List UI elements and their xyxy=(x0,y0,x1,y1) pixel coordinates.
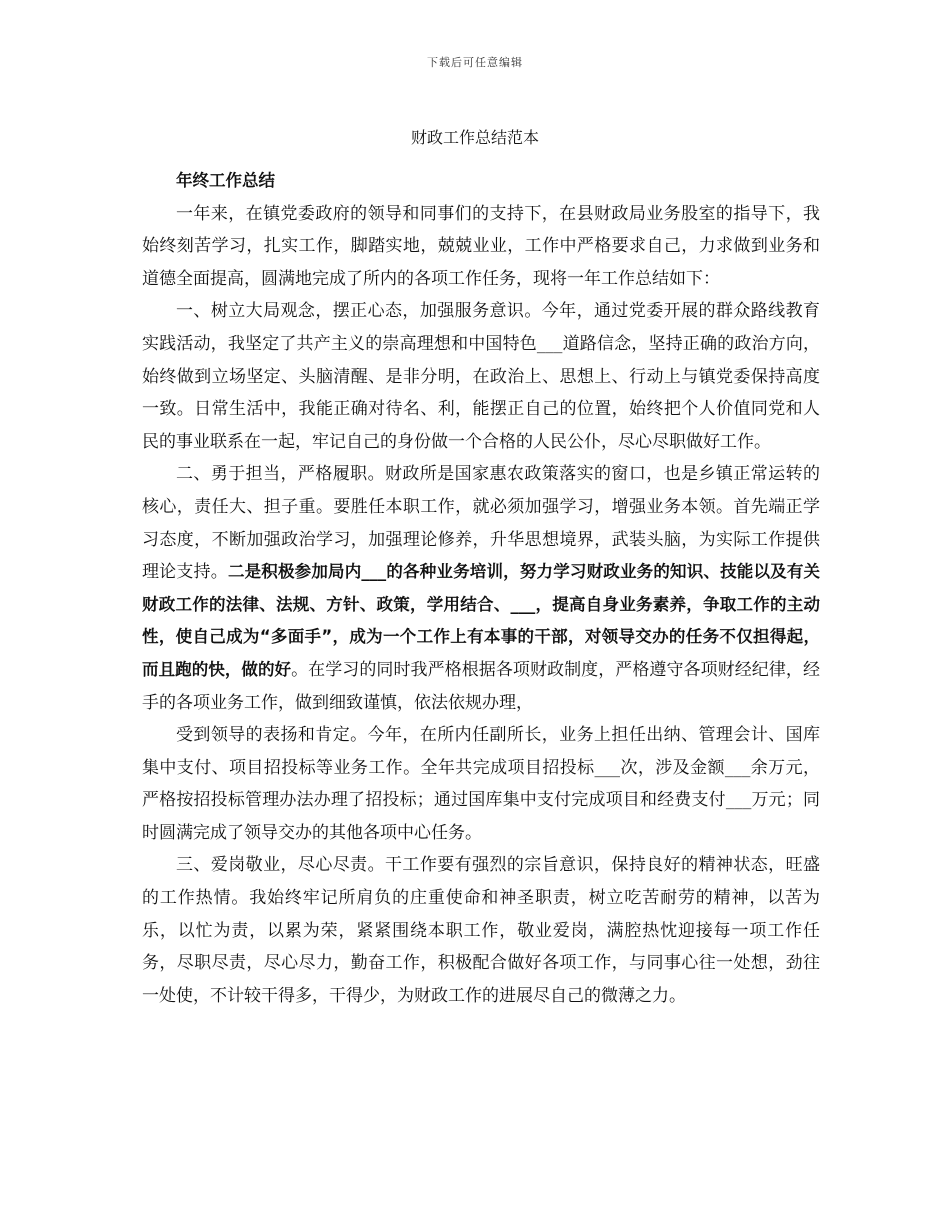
paragraph-2-bold: 二是积极参加局内___的各种业务培训，努力学习财政业务的知识、技能以及有关财政工作的法律、法规、方针、政策，学用结合、___，提高自身业务素养，争取工作的主动性，使自己成为“多面手”，成为一个工作上有本事的干部，对领导交办的任务不仅担得起，而且跑的快，做的好 xyxy=(142,562,821,679)
document-title: 财政工作总结范本 xyxy=(410,128,539,147)
paragraph-2-part-a: 二、勇于担当，严格履职。财政所是国家惠农政策落实的窗口，也是乡镇正常运转的核心，责任大、担子重。要胜任本职工作，就必须加强学习，增强业务本领。首先端正学习态度，不断加强政治学习，加强理论修养，升华思想境界，武装头脑，为实际工作提供理论支持。 xyxy=(142,464,820,583)
paragraph-3: 受到领导的表扬和肯定。今年，在所内任副所长，业务上担任出纳、管理会计、国库集中支付、项目招投标等业务工作。全年共完成项目招投标___次，涉及金额___余万元，严格按招投标管理办法办理了招投标；通过国库集中支付完成项目和经费支付___万元；同时圆满完成了领导交办的其他各项中心任务。 xyxy=(142,725,820,843)
paragraph-1: 一、树立大局观念，摆正心态，加强服务意识。今年，通过党委开展的群众路线教育实践活动，我坚定了共产主义的崇高理想和中国特色___道路信念，坚持正确的政治方向，始终做到立场坚定、头脑清醒、是非分明，在政治上、思想上、行动上与镇党委保持高度一致。日常生活中，我能正确对待名、利，能摆正自己的位置，始终把个人价值同党和人民的事业联系在一起，牢记自己的身份做一个合格的人民公仆，尽心尽职做好工作。 xyxy=(142,301,820,452)
document-body xyxy=(142,165,820,1012)
paragraph-2 xyxy=(142,458,820,719)
paragraph-intro: 一年来，在镇党委政府的领导和同事们的支持下，在县财政局业务股室的指导下，我始终刻苦学习，扎实工作，脚踏实地，兢兢业业，工作中严格要求自己，力求做到业务和道德全面提高，圆满地完成了所内的各项工作任务，现将一年工作总结如下： xyxy=(142,203,820,289)
paragraph-4: 三、爱岗敬业，尽心尽责。干工作要有强烈的宗旨意识，保持良好的精神状态，旺盛的工作热情。我始终牢记所肩负的庄重使命和神圣职责，树立吃苦耐劳的精神，以苦为乐，以忙为责，以累为荣，紧紧围绕本职工作，敬业爱岗，满腔热忱迎接每一项工作任务，尽职尽责，尽心尽力，勤奋工作，积极配合做好各项工作，与同事心往一处想，劲往一处使，不计较干得多，干得少，为财政工作的进展尽自己的微薄之力。 xyxy=(142,855,820,1006)
section-heading: 年终工作总结 xyxy=(176,171,275,190)
header-note: 下载后可任意编辑 xyxy=(427,56,523,69)
paragraph-2-part-c: 。在学习的同时我严格根据各项财政制度，严格遵守各项财经纪律，经手的各项业务工作，做到细致谨慎，依法依规办理， xyxy=(142,659,820,713)
